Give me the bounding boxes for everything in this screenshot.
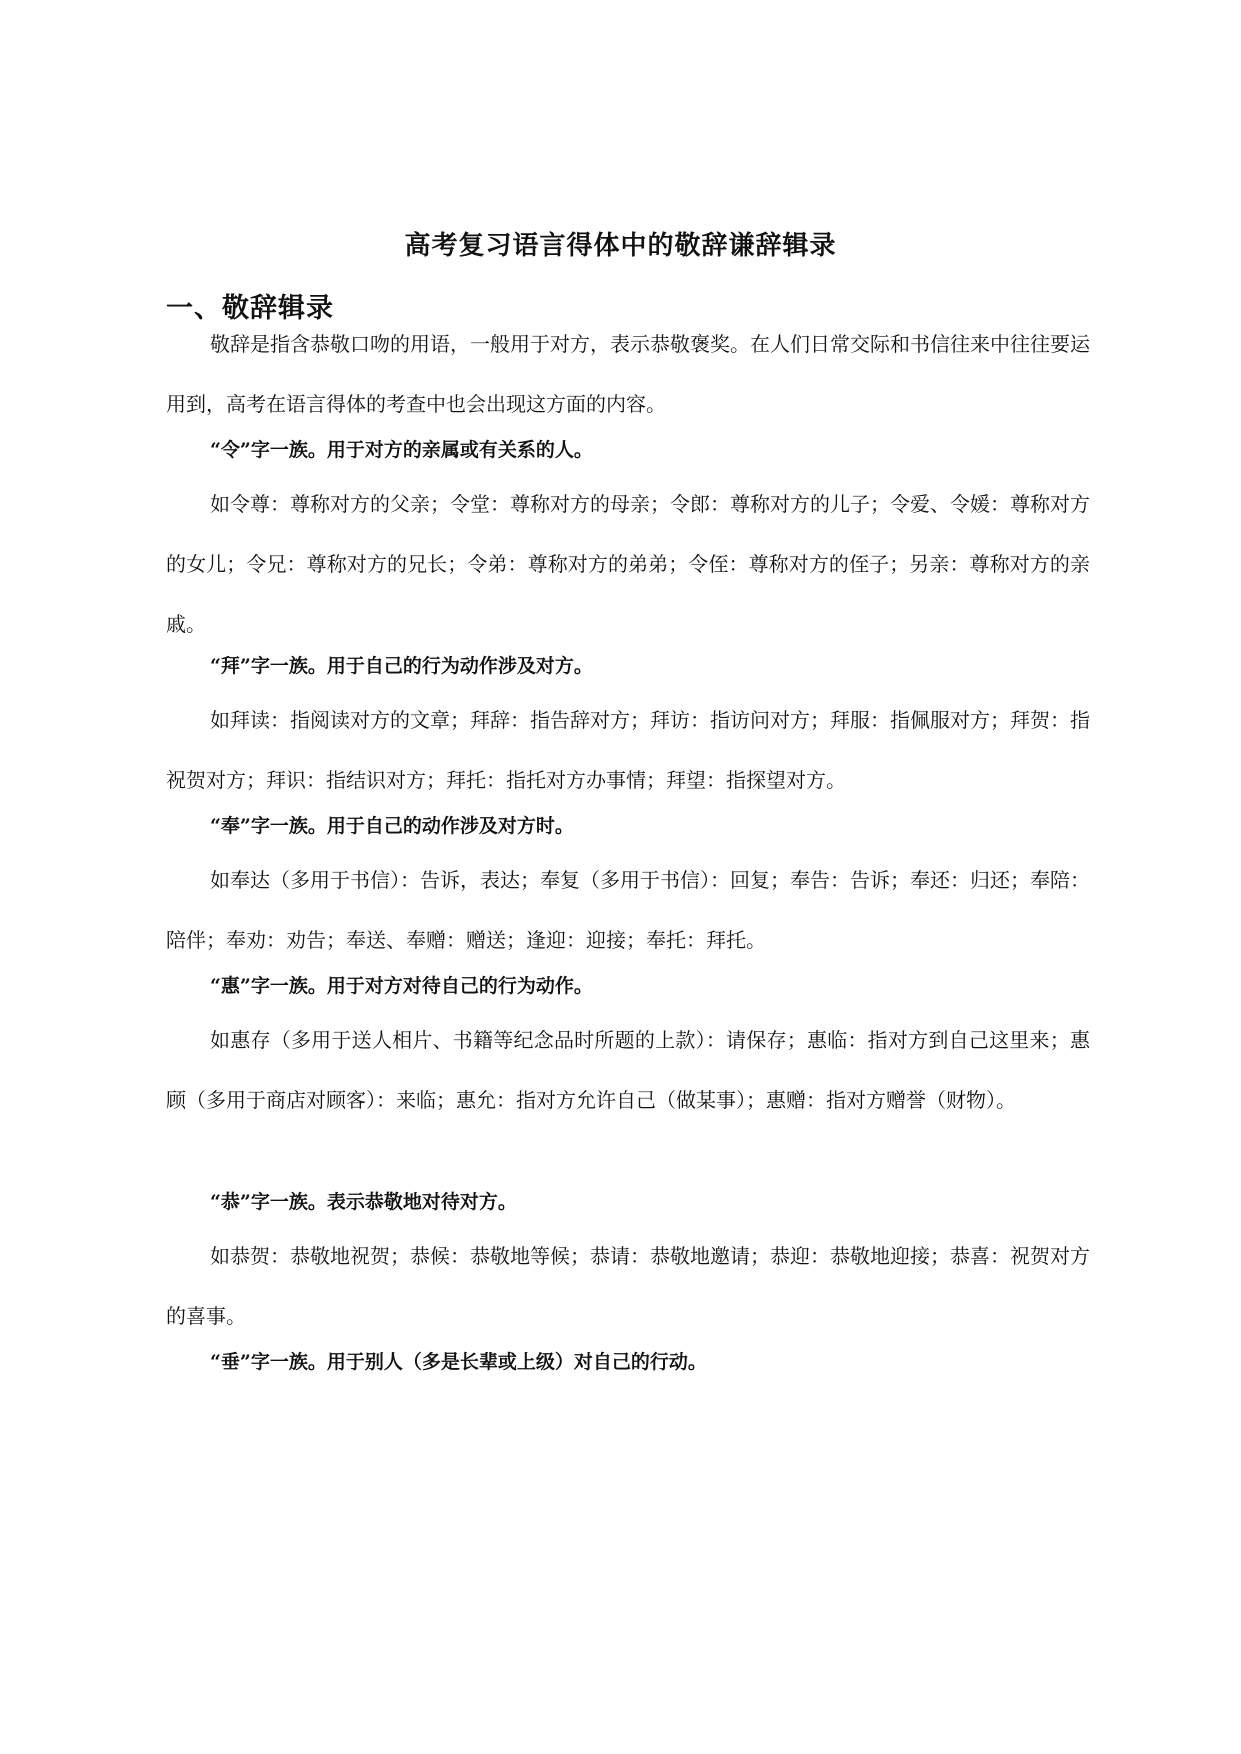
group-body-hui: 如惠存（多用于送人相片、书籍等纪念品时所题的上款）：请保存；惠临：指对方到自己这里来；惠顾（多用于商店对顾客）：来临；惠允：指对方允许自己（做某事）；惠赠：指对方赠誉（财物）。: [166, 1028, 1090, 1112]
group-body-feng: 如奉达（多用于书信）：告诉，表达；奉复（多用于书信）：回复；奉告：告诉；奉还：归还；奉陪：陪伴；奉劝：劝告；奉送、奉赠：赠送；逢迎：迎接；奉托：拜托。: [166, 868, 1090, 952]
group-heading-ling: “令”字一族。用于对方的亲属或有关系的人。: [210, 439, 593, 461]
section-heading: 一、敬辞辑录: [166, 293, 334, 324]
group-body-gong: 如恭贺：恭敬地祝贺；恭候：恭敬地等候；恭请：恭敬地邀请；恭迎：恭敬地迎接；恭喜：祝贺对方的喜事。: [166, 1244, 1090, 1328]
group-heading-hui: “惠”字一族。用于对方对待自己的行为动作。: [210, 975, 593, 997]
group-body-ling: 如令尊：尊称对方的父亲；令堂：尊称对方的母亲；令郎：尊称对方的儿子；令爱、令媛：尊称对方的女儿；令兄：尊称对方的兄长；令弟：尊称对方的弟弟；令侄：尊称对方的侄子；另亲：尊称对方的亲戚。: [166, 492, 1090, 636]
intro-paragraph: 敬辞是指含恭敬口吻的用语，一般用于对方，表示恭敬褒奖。在人们日常交际和书信往来中往往要运用到，高考在语言得体的考查中也会出现这方面的内容。: [166, 332, 1090, 416]
document-title: 高考复习语言得体中的敬辞谦辞辑录: [404, 231, 837, 261]
group-heading-feng: “奉”字一族。用于自己的动作涉及对方时。: [210, 815, 574, 837]
group-heading-chui: “垂”字一族。用于别人（多是长辈或上级）对自己的行动。: [210, 1351, 707, 1373]
group-body-bai: 如拜读：指阅读对方的文章；拜辞：指告辞对方；拜访：指访问对方；拜服：指佩服对方；拜贺：指祝贺对方；拜识：指结识对方；拜托：指托对方办事情；拜望：指探望对方。: [166, 708, 1090, 792]
group-heading-gong: “恭”字一族。表示恭敬地对待对方。: [210, 1191, 517, 1213]
group-heading-bai: “拜”字一族。用于自己的行为动作涉及对方。: [210, 655, 593, 677]
